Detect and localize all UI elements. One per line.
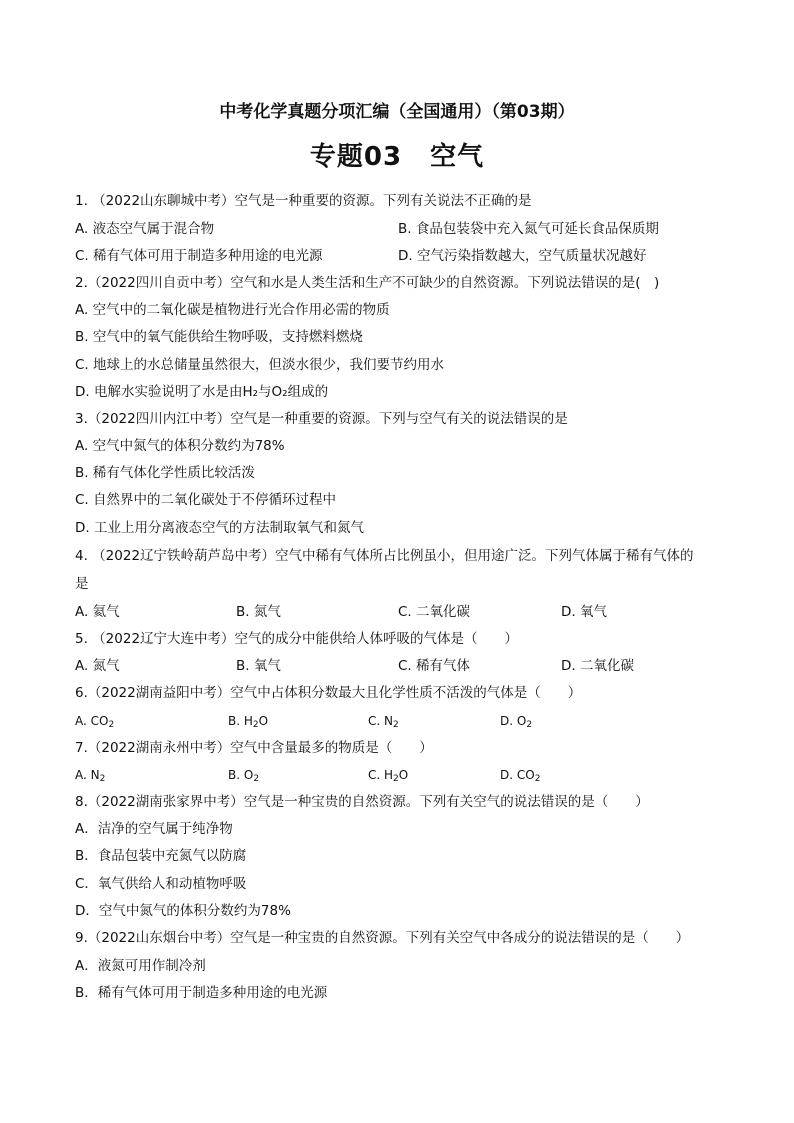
q5-option-a: A. 氮气 xyxy=(75,658,120,674)
question-1-stem: 1. （2022山东聊城中考）空气是一种重要的资源。下列有关说法不正确的是 xyxy=(75,193,532,209)
q7-option-b: B. $O_2$ xyxy=(228,768,260,784)
question-2-stem: 2.（2022四川自贡中考）空气和水是人类生活和生产不可缺少的自然资源。下列说法错误的是( ) xyxy=(75,275,660,291)
q1-option-b: B. 食品包装袋中充入氮气可延长食品保质期 xyxy=(398,221,659,237)
question-5-stem: 5. （2022辽宁大连中考）空气的成分中能供给人体呼吸的气体是（ ） xyxy=(75,631,519,647)
q6-option-a: A. $CO_2$ xyxy=(75,714,115,730)
question-4-stem-line1: 4. （2022辽宁铁岭葫芦岛中考）空气中稀有气体所占比例虽小，但用途广泛。下列气体属于稀有气体的 xyxy=(75,548,694,564)
question-9-stem: 9.（2022山东烟台中考）空气是一种宝贵的自然资源。下列有关空气中各成分的说法错误的是（ ） xyxy=(75,930,690,946)
q1-option-d: D. 空气污染指数越大，空气质量状况越好 xyxy=(398,248,647,264)
q1-option-c: C. 稀有气体可用于制造多种用途的电光源 xyxy=(75,248,323,264)
q3-option-c: C. 自然界中的二氧化碳处于不停循环过程中 xyxy=(75,492,337,508)
q9-option-a: A．液氮可用作制冷剂 xyxy=(75,958,206,974)
topic-prefix: 专题03 xyxy=(309,142,403,172)
q5-option-c: C. 稀有气体 xyxy=(398,658,471,674)
q3-option-d: D. 工业上用分离液态空气的方法制取氧气和氮气 xyxy=(75,520,364,536)
topic-title xyxy=(0,136,794,173)
q6-option-b: B. $H_2O$ xyxy=(228,714,269,730)
question-4-stem-line2: 是 xyxy=(75,576,89,592)
q2-option-d: D. 电解水实验说明了水是由H₂与O₂组成的 xyxy=(75,384,329,400)
q4-option-c: C. 二氧化碳 xyxy=(398,604,471,620)
q4-option-b: B. 氮气 xyxy=(236,604,281,620)
q6-option-d: D. $O_2$ xyxy=(500,714,533,730)
q4-option-a: A. 氦气 xyxy=(75,604,120,620)
question-8-stem: 8.（2022湖南张家界中考）空气是一种宝贵的自然资源。下列有关空气的说法错误的是（ ） xyxy=(75,794,649,810)
q7-option-c: C. $H_2O$ xyxy=(368,768,409,784)
question-7-stem: 7.（2022湖南永州中考）空气中含量最多的物质是（ ） xyxy=(75,740,433,756)
q2-option-b: B. 空气中的氧气能供给生物呼吸，支持燃料燃烧 xyxy=(75,329,363,345)
q8-option-d: D．空气中氮气的体积分数约为78% xyxy=(75,903,291,919)
q3-option-a: A. 空气中氮气的体积分数约为78% xyxy=(75,438,285,454)
q5-option-b: B. 氧气 xyxy=(236,658,281,674)
q4-option-d: D. 氧气 xyxy=(561,604,607,620)
q1-option-a: A. 液态空气属于混合物 xyxy=(75,221,215,237)
q7-option-a: A. $N_2$ xyxy=(75,768,106,784)
q9-option-b: B．稀有气体可用于制造多种用途的电光源 xyxy=(75,985,328,1001)
q2-option-a: A. 空气中的二氧化碳是植物进行光合作用必需的物质 xyxy=(75,302,390,318)
q3-option-b: B. 稀有气体化学性质比较活泼 xyxy=(75,465,255,481)
q5-option-d: D. 二氧化碳 xyxy=(561,658,634,674)
q8-option-b: B．食品包装中充氮气以防腐 xyxy=(75,848,247,864)
q8-option-c: C．氧气供给人和动植物呼吸 xyxy=(75,876,247,892)
q2-option-c: C. 地球上的水总储量虽然很大，但淡水很少，我们要节约用水 xyxy=(75,357,445,373)
q6-option-c: C. $N_2$ xyxy=(368,714,399,730)
q7-option-d: D. $CO_2$ xyxy=(500,768,541,784)
q8-option-a: A．洁净的空气属于纯净物 xyxy=(75,821,233,837)
page-title: 中考化学真题分项汇编（全国通用）（第03期） xyxy=(219,102,575,122)
topic-name: 空气 xyxy=(430,142,485,172)
question-3-stem: 3.（2022四川内江中考）空气是一种重要的资源。下列与空气有关的说法错误的是 xyxy=(75,411,568,427)
question-6-stem: 6.（2022湖南益阳中考）空气中占体积分数最大且化学性质不活泼的气体是（ ） xyxy=(75,685,582,701)
